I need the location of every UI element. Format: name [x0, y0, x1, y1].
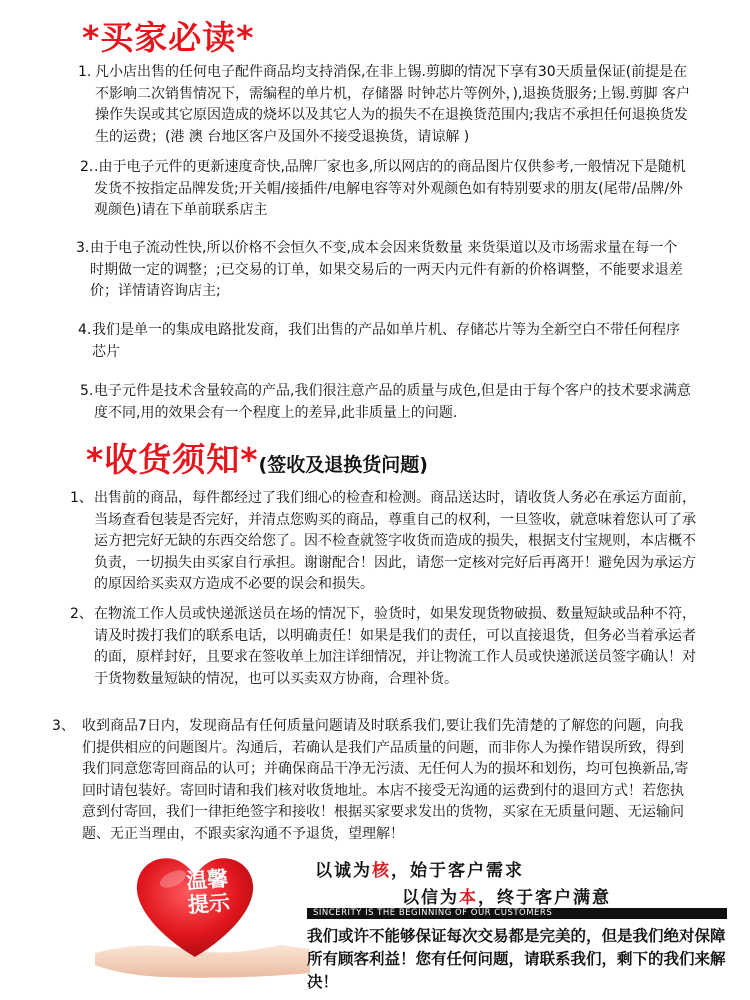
section-title-receiving-notice: [86, 434, 428, 481]
item-number: 3、: [52, 718, 75, 734]
warm-notice-line2: 提示: [186, 889, 231, 918]
item-number: 1.: [78, 64, 92, 80]
receiving-subtitle: (签收及退换货问题): [258, 454, 428, 476]
item-text: 电子元件是技术含量较高的产品,我们很注意产品的质量与成色,但是由于每个客户的技术要求满意度不同,用的效果会有一个程度上的差异,此非质量上的问题.: [94, 383, 691, 421]
notice-item-5: [80, 381, 692, 424]
warm-notice-label: [166, 865, 249, 918]
notice-item-4: [78, 320, 690, 363]
section-title-buyer-notice: *买家必读*: [82, 18, 255, 57]
item-text: 我们是单一的集成电路批发商，我们出售的产品如单片机、存储芯片等为全新空白不带任何程序芯片: [92, 322, 680, 360]
receiving-item-2: [70, 604, 700, 690]
item-text: 出售前的商品，每件都经过了我们细心的检查和检测。商品送达时，请收货人务必在承运方面前，当场查看包装是否完好，并清点您购买的商品，尊重自己的权利，一旦签收，就意味着您认可了承运方把完好无缺的东西交给您了。因不检查就签字收货而造成的损失，根据支付宝规则，本店概不负责，一切损失由买家自行承担。谢谢配合！因此，请您一定核对完好后再离开！避免因为承运方的原因给买卖双方造成不必要的误会和损失。: [94, 490, 696, 592]
notice-item-3: [76, 238, 690, 303]
item-number: 2.: [80, 159, 94, 175]
closing-statement: 我们或许不能够保证每次交易都是完美的，但是我们绝对保障所有顾客利益！您有任何问题，请联系我们，剩下的我们来解决！: [307, 927, 726, 991]
receiving-item-1: [70, 488, 700, 596]
item-number: 5.: [80, 383, 94, 399]
item-text: 由于电子流动性快,所以价格不会恒久不变,成本会因来货数量 来货渠道以及市场需求量在每一个时期做一定的调整；;已交易的订单，如果交易后的一两天内元件有新的价格调整，不能要求退差价；详情请咨询店主;: [90, 240, 683, 299]
receiving-title: *收货须知*: [86, 440, 259, 479]
notice-item-2: [80, 157, 692, 222]
slogan-line-2: 以信为本，终于客户满意: [402, 888, 611, 908]
item-number: 3.: [76, 240, 90, 256]
receiving-item-3: [52, 716, 692, 845]
english-slogan-bar: SINCERITY IS THE BEGINNING OF OUR CUSTOMERS: [307, 908, 727, 919]
item-number: 1、: [70, 490, 93, 506]
item-text: 收到商品7日内，发现商品有任何质量问题请及时联系我们,要让我们先清楚的了解您的问题，向我们提供相应的问题图片。沟通后，若确认是我们产品质量的问题，而非你人为操作错误所致，得到我们同意您寄回商品的认可；并确保商品干净无污渍、无任何人为的损坏和划伤，均可包换新品,寄回时请包装好。寄回时请和我们核对收货地址。本店不接受无沟通的运费到付的退回方式！若您执意到付寄回，我们一律拒绝签字和接收！根据买家要求发出的货物，买家在无质量问题、无运输问题、无正当理由，不跟卖家沟通不予退货，望理解！: [82, 718, 689, 842]
item-number: 4.: [78, 322, 92, 338]
notice-item-1: [78, 62, 690, 148]
warm-notice-line1: 温馨: [185, 865, 229, 894]
item-text: 在物流工作人员或快递派送员在场的情况下，验货时，如果发现货物破损、数量短缺或品种不符，请及时拨打我们的联系电话，以明确责任！如果是我们的责任，可以直接退货，但务必当着承运者的面，原样封好，且要求在签收单上加注详细情况，并让物流工作人员或快递派送员签字确认！对于货物数量短缺的情况，也可以买卖双方协商，合理补货。: [94, 606, 696, 687]
item-number: 2、: [70, 606, 93, 622]
item-text: .由于电子元件的更新速度奇快,品牌厂家也多,所以网店的的商品图片仅供参考,一般情况下是随机发货不按指定品牌发货;开关帽/接插件/电解电容等对外观颜色如有特别要求的朋友(尾带/品牌/外观颜色)请在下单前联系店主: [94, 159, 686, 218]
item-text: 凡小店出售的任何电子配件商品均支持消保,在非上锡.剪脚的情况下享有30天质量保证(前提是在不影响二次销售情况下，需编程的单片机，存储器 时钟芯片等例外，),退换货服务;上锡.剪脚 客户操作失误或其它原因造成的烧坏以及其它人为的损失不在退换货范围内;我店不承担任何退换货发生的运费；(港 澳 台地区客户及国外不接受退换货，请谅解 ): [95, 64, 690, 145]
slogan-line-1: 以诚为核，始于客户需求: [315, 861, 524, 881]
